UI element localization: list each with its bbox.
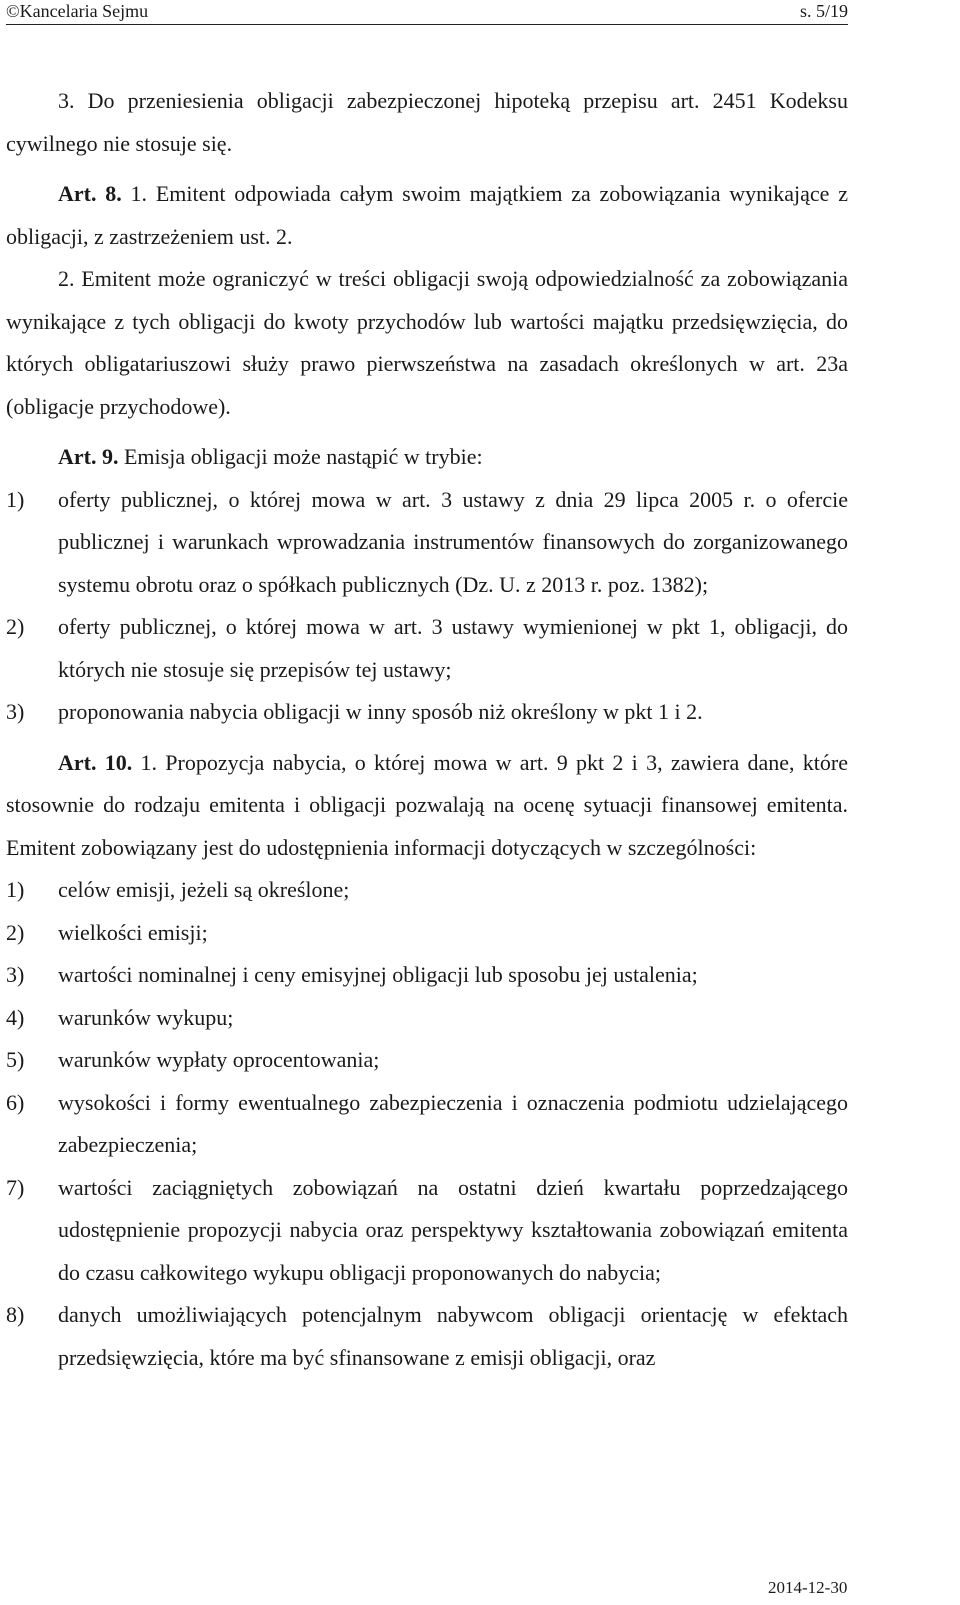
list-item-text: wielkości emisji; [58, 919, 208, 945]
page-footer [768, 1578, 847, 1598]
list-item-text: celów emisji, jeżeli są określone; [58, 877, 350, 902]
list-item [6, 606, 848, 691]
list-item-number: 1) [6, 486, 25, 512]
list-item-number: 6) [6, 1089, 25, 1115]
list-item-number: 4) [6, 1004, 25, 1030]
page-header [6, 0, 848, 22]
list-item [6, 691, 848, 734]
paragraph-art7-ust3: 3. Do przeniesienia obligacji zabezpieczonej hipoteką przepisu art. 2451 Kodeksu cywilnego nie stosuje się. [6, 88, 848, 156]
copyright-notice: ©Kancelaria Sejmu [6, 1, 149, 21]
document-body [6, 80, 848, 1379]
list-item [6, 997, 848, 1040]
article-number: Art. 10. [58, 749, 133, 775]
list-item [6, 1039, 848, 1082]
list-item-text: danych umożliwiających potencjalnym nabywcom obligacji orientację w efektach przedsięwzięcia, które ma być sfinansowane z emisji obligacji, oraz [58, 1302, 848, 1370]
list-item [6, 1294, 848, 1379]
list-item-text: oferty publicznej, o której mowa w art. 3 ustawy wymienionej w pkt 1, obligacji, do których nie stosuje się przepisów tej ustawy; [58, 614, 848, 682]
list-item [6, 1167, 848, 1295]
list-item-text: wartości zaciągniętych zobowiązań na ostatni dzień kwartału poprzedzającego udostępnienie propozycji nabycia oraz perspektywy kształtowania zobowiązań emitenta do czasu całkowitego wykupu obligacji proponowanych do nabycia; [58, 1174, 848, 1285]
list-item [6, 912, 848, 955]
header-divider [6, 24, 848, 25]
list-item [6, 1082, 848, 1167]
list-item-number: 1) [6, 877, 25, 902]
page-number: s. 5/19 [799, 1, 848, 21]
list-item-number: 3) [6, 699, 25, 724]
paragraph-art8-ust2: 2. Emitent może ograniczyć w treści obligacji swoją odpowiedzialność za zobowiązania wynikające z tych obligacji do kwoty przychodów lub wartości majątku przedsięwzięcia, do których obligatariuszowi służy prawo pierwszeństwa na zasadach określonych w art. 23a (obligacje przychodowe). [6, 266, 848, 419]
list-item-number: 2) [6, 614, 25, 639]
list-item-number: 2) [6, 919, 25, 945]
list-item-number: 5) [6, 1047, 25, 1072]
list-item-number: 3) [6, 962, 25, 987]
article-number: Art. 9. [58, 444, 119, 469]
list-item [6, 479, 848, 607]
list-item-text: warunków wykupu; [58, 1004, 234, 1030]
list-item-text: proponowania nabycia obligacji w inny sposób niż określony w pkt 1 i 2. [58, 699, 703, 724]
article-text: 1. Emitent odpowiada całym swoim majątkiem za zobowiązania wynikające z obligacji, z zastrzeżeniem ust. 2. [6, 181, 848, 249]
article-number: Art. 8. [58, 181, 122, 206]
paragraph-art9 [6, 436, 848, 479]
document-date: 2014-12-30 [768, 1578, 848, 1597]
list-item [6, 954, 848, 997]
list-item-number: 7) [6, 1174, 25, 1200]
article-text: Emisja obligacji może nastąpić w trybie: [118, 444, 483, 469]
list-item-text: warunków wypłaty oprocentowania; [58, 1047, 380, 1072]
paragraph-art8-ust1 [6, 173, 848, 258]
list-item [6, 869, 848, 912]
list-item-text: wartości nominalnej i ceny emisyjnej obligacji lub sposobu jej ustalenia; [58, 962, 698, 987]
paragraph-art10-ust1 [6, 742, 848, 870]
article-text: 1. Propozycja nabycia, o której mowa w art. 9 pkt 2 i 3, zawiera dane, które stosownie do rodzaju emitenta i obligacji pozwalają na ocenę sytuacji finansowej emitenta. Emitent zobowiązany jest do udostępnienia informacji dotyczących w szczególności: [6, 749, 849, 860]
list-item-text: wysokości i formy ewentualnego zabezpieczenia i oznaczenia podmiotu udzielającego zabezpieczenia; [58, 1089, 848, 1157]
list-item-text: oferty publicznej, o której mowa w art. 3 ustawy z dnia 29 lipca 2005 r. o ofercie publicznej i warunkach wprowadzania instrumentów finansowych do zorganizowanego systemu obrotu oraz o spółkach publicznych (Dz. U. z 2013 r. poz. 1382); [58, 486, 848, 597]
list-item-number: 8) [6, 1302, 25, 1327]
